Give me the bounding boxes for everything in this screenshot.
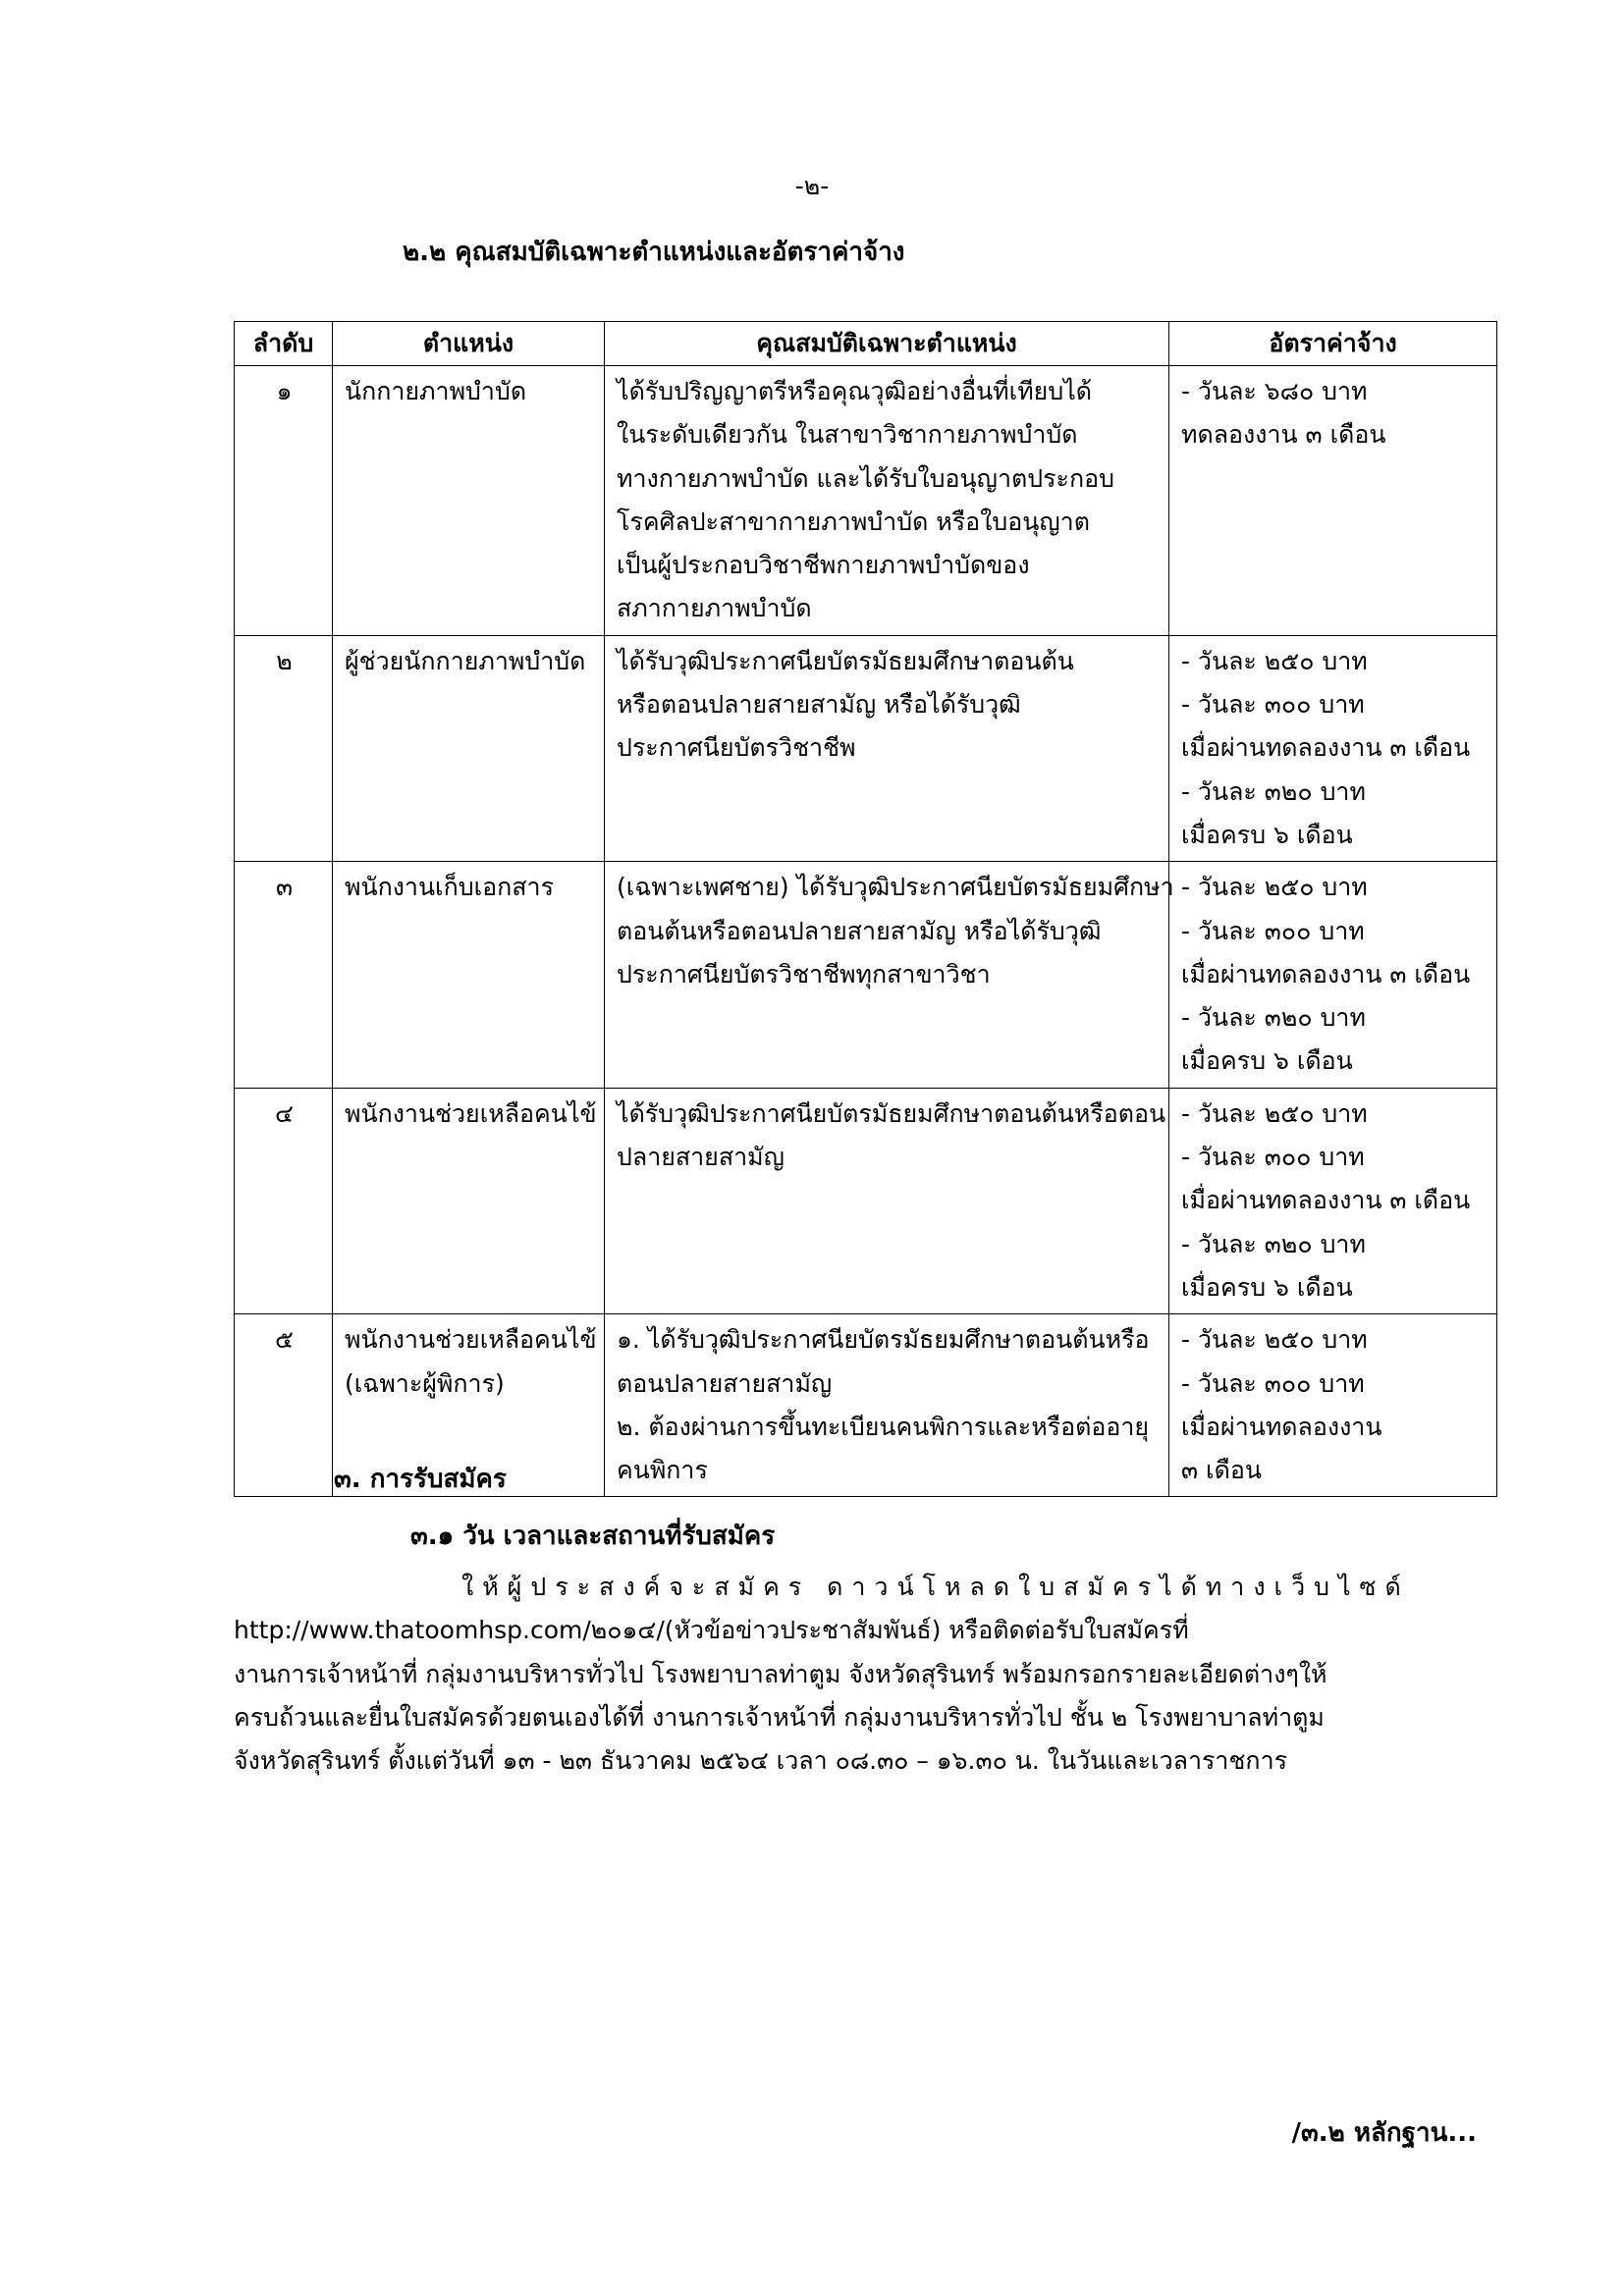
wage-line: เมื่อผ่านทดลองงาน bbox=[1181, 1412, 1382, 1441]
qualification-line: ตอนปลายสายสามัญ bbox=[617, 1368, 833, 1398]
qualification-line: (เฉพาะเพศชาย) ได้รับวุฒิประกาศนียบัตรมัธยมศึกษา bbox=[617, 873, 1174, 902]
wage-line: เมื่อครบ ๖ เดือน bbox=[1181, 1272, 1353, 1302]
paragraph-line: ให้ผู้ประสงค์จะสมัคร ดาวน์โหลดใบสมัครได้ทางเว็บไซด์ bbox=[461, 1573, 1410, 1601]
row-number-cell: ๒ bbox=[235, 635, 333, 861]
wage-line: - วันละ ๓๐๐ บาท bbox=[1181, 1368, 1365, 1398]
header-order: ลำดับ bbox=[235, 322, 333, 366]
wage-line: ทดลองงาน ๓ เดือน bbox=[1181, 420, 1386, 450]
wage-line: - วันละ ๖๘๐ บาท bbox=[1181, 377, 1368, 405]
wage-line: - วันละ ๓๐๐ บาท bbox=[1181, 916, 1365, 945]
qualification-line: ปลายสายสามัญ bbox=[617, 1143, 785, 1172]
qualification-line: ตอนต้นหรือตอนปลายสายสามัญ หรือได้รับวุฒิ bbox=[617, 916, 1102, 945]
section-2-2-heading: ๒.๒ คุณสมบัติเฉพาะตำแหน่งและอัตราค่าจ้าง bbox=[403, 238, 905, 267]
wage-line: - วันละ ๓๒๐ บาท bbox=[1181, 1003, 1366, 1033]
qualification-line: คนพิการ bbox=[617, 1456, 708, 1485]
position-line: ผู้ช่วยนักกายภาพบำบัด bbox=[345, 646, 586, 675]
wage-line: เมื่อผ่านทดลองงาน ๓ เดือน bbox=[1181, 733, 1471, 763]
qualification-line: ได้รับปริญญาตรีหรือคุณวุฒิอย่างอื่นที่เทียบได้ bbox=[617, 377, 1093, 405]
continuation-footer: /๓.๒ หลักฐาน... bbox=[1291, 2118, 1477, 2148]
wage-line: - วันละ ๒๕๐ บาท bbox=[1181, 1325, 1368, 1355]
qualification-line: ๑. ได้รับวุฒิประกาศนียบัตรมัธยมศึกษาตอนต้นหรือ bbox=[617, 1325, 1150, 1355]
paragraph-line: งานการเจ้าหน้าที่ กลุ่มงานบริหารทั่วไป โรงพยาบาลท่าตูม จังหวัดสุรินทร์ พร้อมกรอกรายละเอียดต่างๆให้ bbox=[234, 1659, 1327, 1688]
application-paragraph bbox=[234, 1566, 1481, 1783]
position-cell bbox=[333, 1088, 605, 1313]
table-row bbox=[235, 862, 1497, 1088]
wage-line: ๓ เดือน bbox=[1181, 1456, 1262, 1485]
section-3-heading: ๓. การรับสมัคร bbox=[334, 1465, 507, 1494]
qualification-cell bbox=[605, 862, 1174, 1088]
position-line: นักกายภาพบำบัด bbox=[345, 377, 527, 405]
paragraph-line: http://www.thatoomhsp.com/๒๐๑๔/(หัวข้อข่าวประชาสัมพันธ์) หรือติดต่อรับใบสมัครที่ bbox=[234, 1616, 1189, 1645]
wage-cell bbox=[1169, 635, 1497, 861]
position-cell bbox=[333, 635, 605, 861]
page-number: -๒- bbox=[794, 172, 830, 200]
position-line: พนักงานช่วยเหลือคนไข้ bbox=[345, 1325, 597, 1355]
qualification-line: สภากายภาพบำบัด bbox=[617, 594, 812, 623]
position-line: พนักงานช่วยเหลือคนไข้ bbox=[345, 1098, 597, 1128]
header-wage: อัตราค่าจ้าง bbox=[1169, 322, 1497, 366]
wage-line: - วันละ ๒๕๐ บาท bbox=[1181, 873, 1368, 902]
table-row bbox=[235, 635, 1497, 861]
wage-line: - วันละ ๓๐๐ บาท bbox=[1181, 690, 1365, 720]
wage-line: เมื่อผ่านทดลองงาน ๓ เดือน bbox=[1181, 959, 1471, 988]
row-number-cell: ๑ bbox=[235, 366, 333, 636]
table-row bbox=[235, 366, 1497, 636]
position-cell bbox=[333, 366, 605, 636]
qualification-cell bbox=[605, 366, 1169, 636]
qualification-line: ประกาศนียบัตรวิชาชีพ bbox=[617, 733, 856, 763]
qualification-cell bbox=[605, 1088, 1169, 1313]
row-number-cell: ๕ bbox=[235, 1314, 333, 1497]
wage-line: - วันละ ๓๒๐ บาท bbox=[1181, 776, 1366, 806]
wage-line: เมื่อผ่านทดลองงาน ๓ เดือน bbox=[1181, 1186, 1471, 1215]
qualification-line: หรือตอนปลายสายสามัญ หรือได้รับวุฒิ bbox=[617, 690, 1021, 720]
wage-line: - วันละ ๓๒๐ บาท bbox=[1181, 1229, 1366, 1258]
wage-cell bbox=[1169, 366, 1497, 636]
qualification-table bbox=[234, 321, 1497, 1497]
paragraph-line: จังหวัดสุรินทร์ ตั้งแต่วันที่ ๑๓ - ๒๓ ธันวาคม ๒๕๖๔ เวลา ๐๘.๓๐ – ๑๖.๓๐ น. ในวันและเวลาราชการ bbox=[234, 1746, 1288, 1776]
row-number-cell: ๔ bbox=[235, 1088, 333, 1313]
header-qualification: คุณสมบัติเฉพาะตำแหน่ง bbox=[605, 322, 1169, 366]
qualification-line: โรคศิลปะสาขากายภาพบำบัด หรือใบอนุญาต bbox=[617, 507, 1090, 536]
qualification-cell bbox=[605, 635, 1169, 861]
section-3-1-heading: ๓.๑ วัน เวลาและสถานที่รับสมัคร bbox=[410, 1522, 776, 1551]
qualification-line: ได้รับวุฒิประกาศนียบัตรมัธยมศึกษาตอนต้น bbox=[617, 646, 1074, 675]
position-cell bbox=[333, 862, 605, 1088]
wage-cell bbox=[1169, 862, 1497, 1088]
qualification-cell bbox=[605, 1314, 1169, 1497]
wage-line: - วันละ ๓๐๐ บาท bbox=[1181, 1143, 1365, 1172]
qualification-line: ในระดับเดียวกัน ในสาขาวิชากายภาพบำบัด bbox=[617, 420, 1078, 450]
position-line: พนักงานเก็บเอกสาร bbox=[345, 873, 555, 902]
qualification-line: ทางกายภาพบำบัด และได้รับใบอนุญาตประกอบ bbox=[617, 463, 1114, 493]
wage-line: เมื่อครบ ๖ เดือน bbox=[1181, 1046, 1353, 1076]
row-number-cell: ๓ bbox=[235, 862, 333, 1088]
paragraph-line: ครบถ้วนและยื่นใบสมัครด้วยตนเองได้ที่ งานการเจ้าหน้าที่ กลุ่มงานบริหารทั่วไป ชั้น ๒ โรงพยาบาลท่าตูม bbox=[234, 1702, 1325, 1732]
header-position: ตำแหน่ง bbox=[333, 322, 605, 366]
table-row bbox=[235, 1088, 1497, 1313]
wage-cell bbox=[1169, 1314, 1497, 1497]
qualification-line: ได้รับวุฒิประกาศนียบัตรมัธยมศึกษาตอนต้นหรือตอน bbox=[617, 1098, 1166, 1128]
wage-cell bbox=[1169, 1088, 1497, 1313]
wage-line: - วันละ ๒๕๐ บาท bbox=[1181, 646, 1368, 675]
position-line: (เฉพาะผู้พิการ) bbox=[345, 1368, 505, 1398]
qualification-line: เป็นผู้ประกอบวิชาชีพกายภาพบำบัดของ bbox=[617, 551, 1030, 580]
qualification-line: ประกาศนียบัตรวิชาชีพทุกสาขาวิชา bbox=[617, 959, 991, 988]
wage-line: เมื่อครบ ๖ เดือน bbox=[1181, 820, 1353, 849]
wage-line: - วันละ ๒๕๐ บาท bbox=[1181, 1098, 1368, 1128]
table-header-row bbox=[235, 322, 1497, 366]
qualification-line: ๒. ต้องผ่านการขึ้นทะเบียนคนพิการและหรือต่ออายุ bbox=[617, 1412, 1150, 1441]
